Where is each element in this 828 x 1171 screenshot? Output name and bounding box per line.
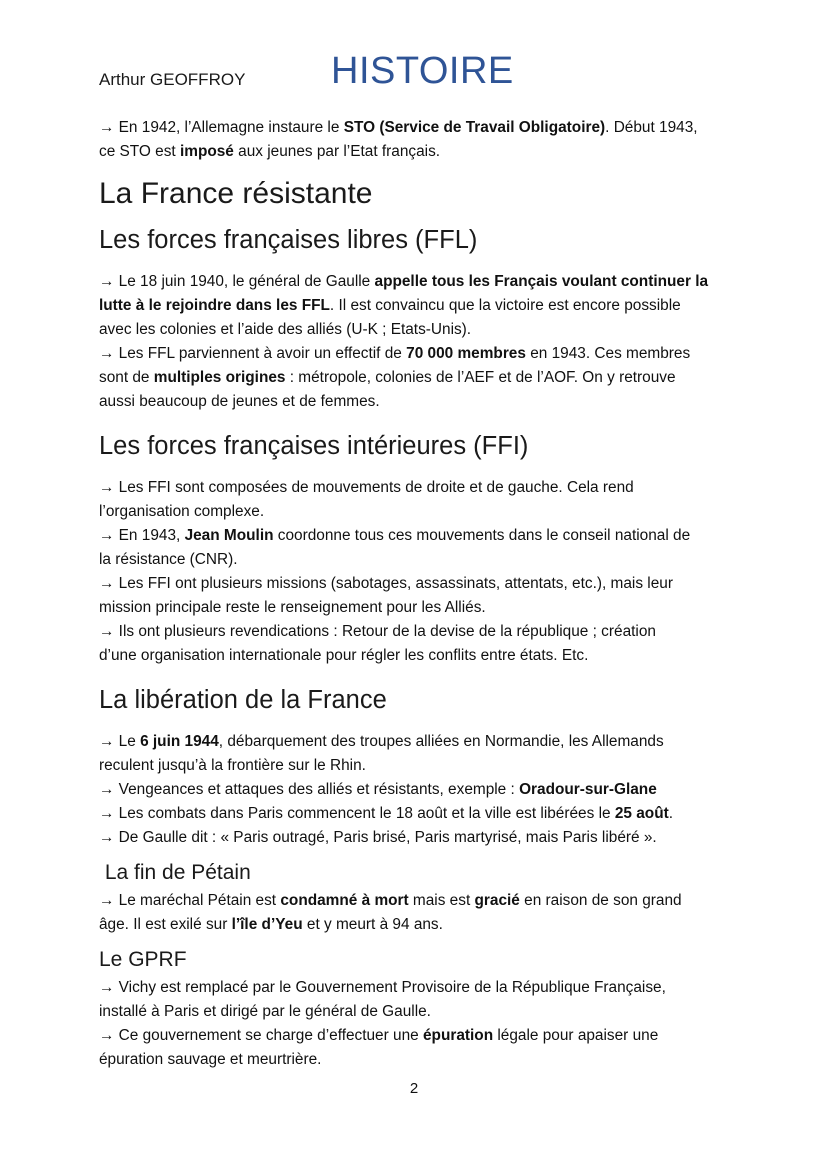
text-run: → Ils ont plusieurs revendications : Retour de la devise de la république ; création <box>99 623 656 640</box>
bold-text: STO (Service de Travail Obligatoire) <box>343 119 606 136</box>
text-run: épuration sauvage et meurtrière. <box>99 1051 322 1068</box>
text-line <box>99 1024 739 1048</box>
text-line <box>99 500 739 524</box>
text-run: → Vengeances et attaques des alliés et résistants, exemple : <box>99 781 520 798</box>
text-line <box>99 644 739 668</box>
bold-text: condamné à mort <box>280 892 409 909</box>
ffi-paragraph <box>99 476 739 668</box>
text-run: d’une organisation internationale pour régler les conflits entre états. Etc. <box>99 647 589 664</box>
text-line <box>99 270 739 294</box>
heading-ffi: Les forces françaises intérieures (FFI) <box>99 432 529 460</box>
text-run: . <box>668 805 674 822</box>
text-run: en 1943. Ces membres <box>525 345 691 362</box>
text-line <box>99 778 739 802</box>
text-line <box>99 318 739 342</box>
bold-text: gracié <box>474 892 520 909</box>
text-line <box>99 620 739 644</box>
text-run: → Le <box>99 733 141 750</box>
section-title: La France résistante <box>99 177 373 210</box>
text-line <box>99 1000 739 1024</box>
text-line <box>99 826 739 850</box>
document-body <box>99 116 739 1072</box>
bold-text: Jean Moulin <box>184 527 274 544</box>
text-line <box>99 802 739 826</box>
text-line <box>99 754 739 778</box>
text-run: → Les FFI sont composées de mouvements de droite et de gauche. Cela rend <box>99 479 634 496</box>
bold-text: imposé <box>179 143 234 160</box>
bold-text: 6 juin 1944 <box>140 733 219 750</box>
text-line <box>99 730 739 754</box>
text-line <box>99 390 739 414</box>
petain-paragraph <box>99 889 739 937</box>
text-line <box>99 476 739 500</box>
text-line <box>99 294 739 318</box>
text-line <box>99 889 739 913</box>
bold-text: multiples origines <box>153 369 286 386</box>
text-run: ce STO est <box>99 143 180 160</box>
heading-petain: La fin de Pétain <box>99 861 251 884</box>
text-run: mais est <box>408 892 475 909</box>
text-run: → Vichy est remplacé par le Gouvernement Provisoire de la République Française, <box>99 979 666 996</box>
gprf-paragraph <box>99 976 739 1072</box>
text-run: → Les FFL parviennent à avoir un effectif de <box>99 345 407 362</box>
heading-gprf: Le GPRF <box>99 948 187 971</box>
text-line <box>99 524 739 548</box>
bold-text: l’île d’Yeu <box>231 916 303 933</box>
text-run: avec les colonies et l’aide des alliés (U-K ; Etats-Unis). <box>99 321 472 338</box>
text-line <box>99 596 739 620</box>
text-run: → Les FFI ont plusieurs missions (sabotages, assassinats, attentats, etc.), mais leur <box>99 575 673 592</box>
text-line <box>99 342 739 366</box>
text-run: légale pour apaiser une <box>493 1027 659 1044</box>
text-run: aux jeunes par l’Etat français. <box>233 143 441 160</box>
text-run: : métropole, colonies de l’AEF et de l’AOF. On y retrouve <box>285 369 676 386</box>
author-name: Arthur GEOFFROY <box>99 70 246 89</box>
text-line <box>99 548 739 572</box>
bold-text: 70 000 membres <box>406 345 526 362</box>
intro-paragraph <box>99 116 739 164</box>
bold-text: lutte à le rejoindre dans les FFL <box>99 297 330 314</box>
text-line <box>99 116 739 140</box>
text-run: coordonne tous ces mouvements dans le conseil national de <box>273 527 691 544</box>
text-run: → Le 18 juin 1940, le général de Gaulle <box>99 273 375 290</box>
text-run: → En 1943, <box>99 527 185 544</box>
text-run: , débarquement des troupes alliées en Normandie, les Allemands <box>218 733 664 750</box>
text-line <box>99 976 739 1000</box>
bold-text: Oradour-sur-Glane <box>519 781 657 798</box>
text-run: → Les combats dans Paris commencent le 18 août et la ville est libérées le <box>99 805 615 822</box>
bold-text: appelle tous les Français voulant continuer la <box>374 273 709 290</box>
text-run: la résistance (CNR). <box>99 551 238 568</box>
text-line <box>99 1048 739 1072</box>
text-run: l’organisation complexe. <box>99 503 265 520</box>
text-run: en raison de son grand <box>519 892 682 909</box>
text-run: reculent jusqu’à la frontière sur le Rhin. <box>99 757 366 774</box>
text-run: installé à Paris et dirigé par le général de Gaulle. <box>99 1003 431 1020</box>
page-number: 2 <box>409 1080 419 1097</box>
text-run: sont de <box>99 369 154 386</box>
text-run: → Ce gouvernement se charge d’effectuer une <box>99 1027 423 1044</box>
text-run: → Le maréchal Pétain est <box>99 892 281 909</box>
text-line <box>99 913 739 937</box>
text-run: . Début 1943, <box>605 119 698 136</box>
text-run: → De Gaulle dit : « Paris outragé, Paris brisé, Paris martyrisé, mais Paris libéré ». <box>99 829 657 846</box>
heading-liberation: La libération de la France <box>99 686 387 714</box>
text-run: aussi beaucoup de jeunes et de femmes. <box>99 393 380 410</box>
bold-text: 25 août <box>614 805 669 822</box>
heading-ffl: Les forces françaises libres (FFL) <box>99 226 478 254</box>
bold-text: épuration <box>422 1027 494 1044</box>
text-run: → En 1942, l’Allemagne instaure le <box>99 119 344 136</box>
text-line <box>99 366 739 390</box>
text-line <box>99 572 739 596</box>
text-run: mission principale reste le renseignement pour les Alliés. <box>99 599 486 616</box>
text-run: et y meurt à 94 ans. <box>302 916 443 933</box>
text-run: . Il est convaincu que la victoire est encore possible <box>329 297 681 314</box>
ffl-paragraph <box>99 270 739 414</box>
liberation-paragraph <box>99 730 739 850</box>
document-title: HISTOIRE <box>331 50 514 92</box>
text-run: âge. Il est exilé sur <box>99 916 232 933</box>
text-line <box>99 140 739 164</box>
